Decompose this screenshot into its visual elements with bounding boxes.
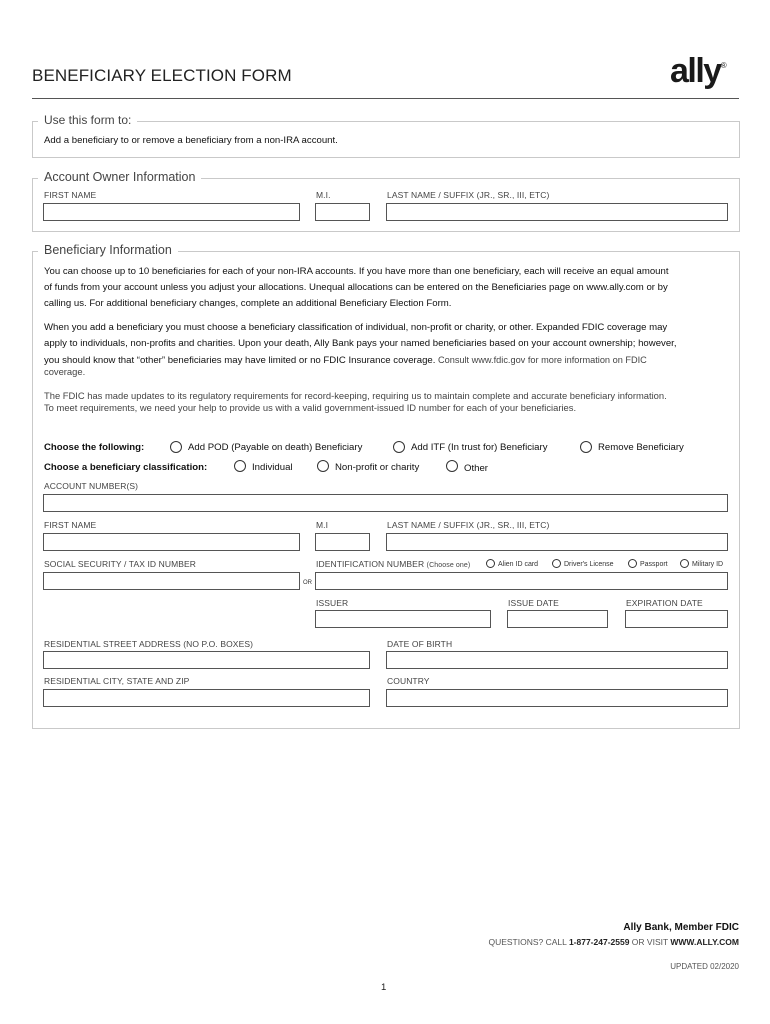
p2-line3-main: you should know that “other” beneficiaries may have limited or no FDIC Insurance coverage. (44, 355, 436, 366)
beneficiary-p1-line2: of funds from your account unless you adjust your allocations. Unequal allocations can be entered on the Beneficiaries page on www.ally.com or by (44, 282, 668, 293)
owner-first-name-field[interactable] (43, 203, 300, 221)
individual-label: Individual (252, 462, 293, 473)
other-label: Other (464, 463, 488, 474)
nonprofit-label: Non-profit or charity (335, 462, 420, 473)
beneficiary-p2-line3 (44, 352, 647, 369)
drivers-license-radio[interactable] (552, 559, 561, 568)
use-form-text: Add a beneficiary to or remove a beneficiary from a non-IRA account. (44, 135, 338, 146)
owner-last-name-label: LAST NAME / SUFFIX (JR., SR., III, ETC) (387, 190, 550, 200)
add-pod-radio[interactable] (170, 441, 182, 453)
questions-mid: OR VISIT (629, 937, 671, 947)
form-title: BENEFICIARY ELECTION FORM (32, 66, 292, 85)
account-number-field[interactable] (43, 494, 728, 512)
account-number-label: ACCOUNT NUMBER(S) (44, 481, 139, 491)
issue-date-field[interactable] (507, 610, 608, 628)
ssn-field[interactable] (43, 572, 300, 590)
issuer-field[interactable] (315, 610, 491, 628)
other-radio[interactable] (446, 460, 458, 472)
military-id-label: Military ID (692, 561, 724, 568)
beneficiary-p1-line1: You can choose up to 10 beneficiaries for each of your non-IRA accounts. If you have more than one beneficiary, each will receive an equal amount (44, 266, 669, 277)
dob-label: DATE OF BIRTH (387, 639, 453, 649)
address-label: RESIDENTIAL STREET ADDRESS (NO P.O. BOXES) (44, 639, 254, 649)
individual-radio[interactable] (234, 460, 246, 472)
id-number-field[interactable] (315, 572, 728, 590)
add-itf-radio[interactable] (393, 441, 405, 453)
remove-beneficiary-label: Remove Beneficiary (598, 442, 684, 453)
beneficiary-first-name-label: FIRST NAME (44, 520, 97, 530)
footer-updated: UPDATED 02/2020 (670, 962, 739, 971)
owner-mi-field[interactable] (315, 203, 370, 221)
beneficiary-mi-label: M.I (316, 520, 329, 530)
registered-mark: ® (720, 60, 727, 70)
drivers-license-label: Driver's License (564, 561, 614, 568)
add-pod-label: Add POD (Payable on death) Beneficiary (188, 442, 363, 453)
beneficiary-p3-line1: The FDIC has made updates to its regulatory requirements for record-keeping, requiring us to maintain complete and accurate beneficiary information. (44, 390, 667, 401)
footer-bank: Ally Bank, Member FDIC (623, 922, 739, 933)
beneficiary-last-name-field[interactable] (386, 533, 728, 551)
address-field[interactable] (43, 651, 370, 669)
id-choose-text: (Choose one) (426, 562, 471, 569)
beneficiary-last-name-label: LAST NAME / SUFFIX (JR., SR., III, ETC) (387, 520, 550, 530)
owner-last-name-field[interactable] (386, 203, 728, 221)
classification-label: Choose a beneficiary classification: (44, 462, 208, 473)
questions-pre: QUESTIONS? CALL (488, 937, 569, 947)
passport-radio[interactable] (628, 559, 637, 568)
footer-phone[interactable]: 1-877-247-2559 (568, 937, 630, 947)
issuer-label: ISSUER (316, 598, 349, 608)
remove-beneficiary-radio[interactable] (580, 441, 592, 453)
beneficiary-p2-line1: When you add a beneficiary you must choose a beneficiary classification of individual, non-profit or charity, or other. Expanded FDIC coverage may (44, 322, 668, 333)
beneficiary-p2-line2: apply to individuals, non-profits and charities. Upon your death, Ally Bank pays your named beneficiaries based on your account ownership; however, (44, 338, 677, 349)
beneficiary-p3-line2: To meet requirements, we need your help to provide us with a valid government-issued ID number for each of your beneficiaries. (44, 402, 577, 413)
military-id-radio[interactable] (680, 559, 689, 568)
owner-first-name-label: FIRST NAME (44, 190, 97, 200)
issue-date-label: ISSUE DATE (508, 598, 559, 608)
dob-field[interactable] (386, 651, 728, 669)
country-label: COUNTRY (387, 676, 430, 686)
or-label: OR (303, 580, 312, 586)
expiration-date-field[interactable] (625, 610, 728, 628)
beneficiary-first-name-field[interactable] (43, 533, 300, 551)
p2-line3-tail: Consult www.fdic.gov for more information on FDIC (435, 355, 647, 365)
logo-text: ally (670, 52, 721, 90)
passport-label: Passport (640, 561, 668, 568)
ally-logo (670, 52, 727, 91)
alien-id-radio[interactable] (486, 559, 495, 568)
city-field[interactable] (43, 689, 370, 707)
expiration-date-label: EXPIRATION DATE (626, 598, 703, 608)
header-rule (32, 98, 739, 99)
add-itf-label: Add ITF (In trust for) Beneficiary (411, 442, 548, 453)
footer-questions (488, 937, 739, 947)
footer-site[interactable]: WWW.ALLY.COM (670, 937, 739, 947)
owner-legend: Account Owner Information (38, 170, 201, 184)
beneficiary-p2-line4: coverage. (44, 366, 86, 377)
ssn-label: SOCIAL SECURITY / TAX ID NUMBER (44, 559, 197, 569)
beneficiary-mi-field[interactable] (315, 533, 370, 551)
beneficiary-legend: Beneficiary Information (38, 243, 178, 257)
country-field[interactable] (386, 689, 728, 707)
beneficiary-p1-line3: calling us. For additional beneficiary changes, complete an additional Beneficiary Election Form. (44, 298, 452, 309)
city-label: RESIDENTIAL CITY, STATE AND ZIP (44, 676, 190, 686)
choose-following-label: Choose the following: (44, 442, 145, 453)
owner-mi-label: M.I. (316, 190, 331, 200)
nonprofit-radio[interactable] (317, 460, 329, 472)
alien-id-label: Alien ID card (498, 561, 539, 568)
id-number-label (316, 559, 470, 569)
page-number: 1 (381, 982, 387, 993)
use-form-legend: Use this form to: (38, 113, 137, 127)
id-number-text: IDENTIFICATION NUMBER (316, 559, 425, 569)
